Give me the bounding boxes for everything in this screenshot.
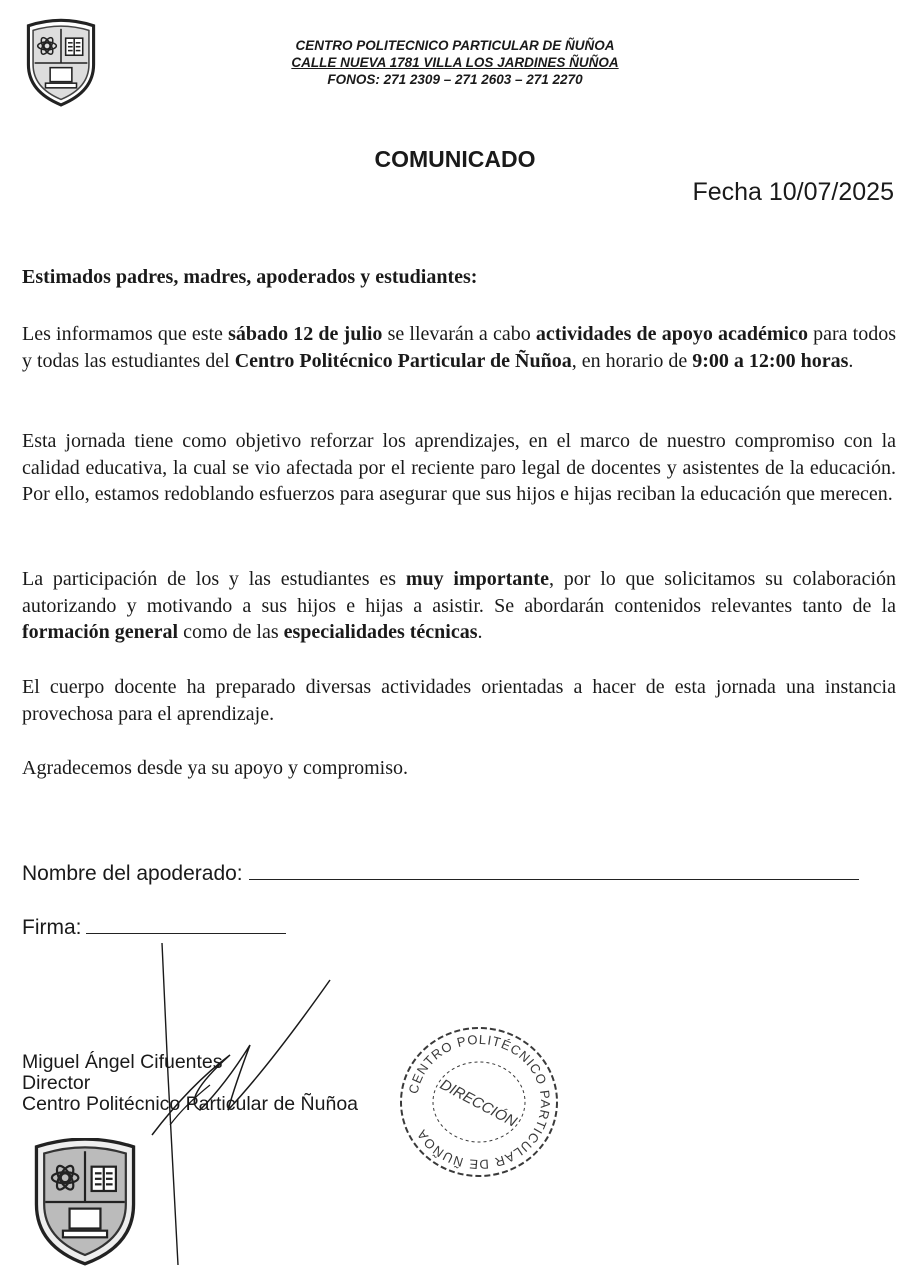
paragraph-participation: La participación de los y las estudiantes es muy importante, por lo que solicitamos su colaboración autorizando y motivando a sus hijos e hijas a asistir. Se abordarán contenidos relevantes tanto de la formación general como de las especialidades técnicas. <box>22 568 896 643</box>
stamp-center-text: DIRECCIÓN <box>437 1076 520 1131</box>
signer-institution: Centro Politécnico Particular de Ñuñoa <box>22 1093 359 1115</box>
letterhead <box>210 37 700 88</box>
paragraph-thanks: Agradecemos desde ya su apoyo y compromiso. <box>22 757 409 779</box>
guardian-name-line <box>249 878 859 880</box>
director-signature <box>150 935 350 1265</box>
signature-line <box>86 932 286 934</box>
institution-phones: FONOS: 271 2309 – 271 2603 – 271 2270 <box>327 72 583 87</box>
stamp-ring-text: CENTRO POLITÉCNICO PARTICULAR DE ÑUÑOA <box>405 1031 554 1173</box>
paragraph-announcement: Les informamos que este sábado 12 de julio se llevarán a cabo actividades de apoyo académico para todos y todas las estudiantes del Centro Politécnico Particular de Ñuñoa, en horario de 9:00 a 12:00 horas. <box>22 323 896 372</box>
document-title: COMUNICADO <box>374 146 536 172</box>
guardian-name-label: Nombre del apoderado: <box>22 862 243 885</box>
institution-address: CALLE NUEVA 1781 VILLA LOS JARDINES ÑUÑOA <box>291 55 619 70</box>
guardian-name-field <box>22 862 859 886</box>
signer-role: Director <box>22 1072 91 1094</box>
school-crest-seal <box>24 1138 146 1266</box>
paragraph-activities: El cuerpo docente ha preparado diversas actividades orientadas a hacer de esta jornada una instancia provechosa para el aprendizaje. <box>22 676 896 725</box>
institution-name: CENTRO POLITECNICO PARTICULAR DE ÑUÑOA <box>295 38 615 53</box>
signature-label: Firma: <box>22 916 82 939</box>
paragraph-objective: Esta jornada tiene como objetivo reforzar los aprendizajes, en el marco de nuestro compromiso con la calidad educativa, la cual se vio afectada por el reciente paro legal de docentes y asistentes de la educación. Por ello, estamos redoblando esfuerzos para asegurar que sus hijos e hijas reciban la educación que merecen. <box>22 430 896 505</box>
document-date: Fecha 10/07/2025 <box>692 178 894 206</box>
salutation: Estimados padres, madres, apoderados y estudiantes: <box>22 266 478 288</box>
signer-name: Miguel Ángel Cifuentes <box>22 1051 223 1073</box>
direction-stamp <box>396 1024 562 1180</box>
school-crest-logo <box>22 18 100 108</box>
